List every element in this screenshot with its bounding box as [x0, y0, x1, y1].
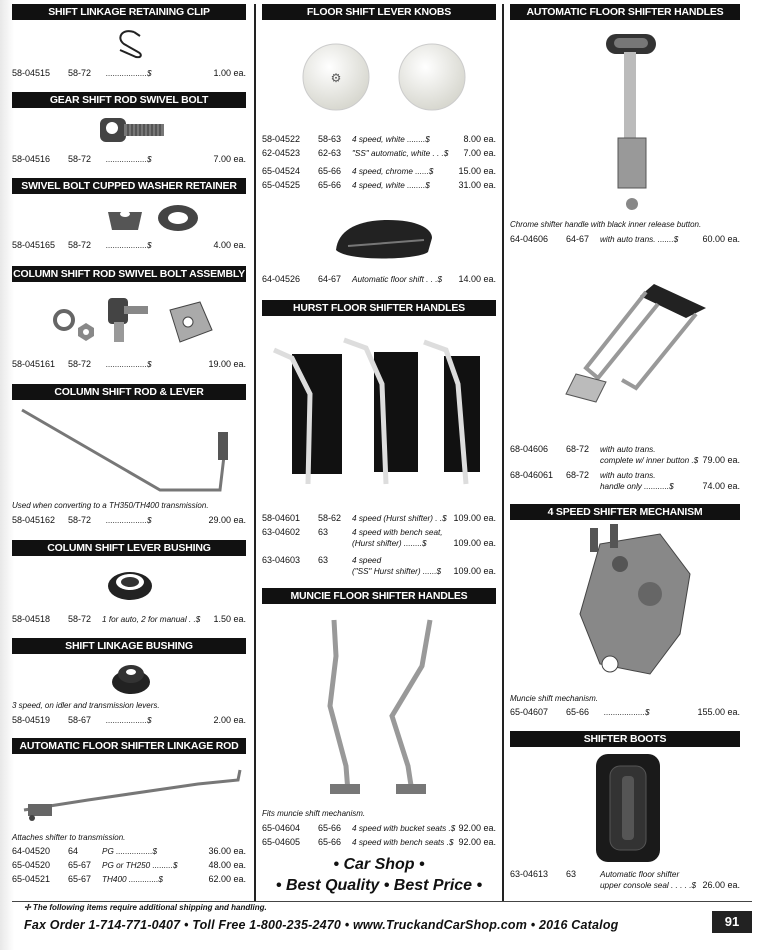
lever-bushing-image — [106, 564, 154, 602]
page-number: 91 — [712, 911, 752, 933]
section-note: 3 speed, on idler and transmission levers. — [12, 701, 160, 710]
contact-line: Fax Order 1-714-771-0407 • Toll Free 1-800-235-2470 • www.TruckandCarShop.com • 2016 Catalog — [24, 918, 619, 932]
section-header: MUNCIE FLOOR SHIFTER HANDLES — [262, 588, 496, 604]
section-header: GEAR SHIFT ROD SWIVEL BOLT — [12, 92, 246, 108]
section-header: 4 SPEED SHIFTER MECHANISM — [510, 504, 740, 520]
swivel-bolt-image — [98, 112, 168, 150]
shifter-mechanism-image — [570, 524, 700, 684]
section-header: SHIFTER BOOTS — [510, 731, 740, 747]
promo-line-1: • Car Shop • — [333, 856, 425, 873]
section-header: SWIVEL BOLT CUPPED WASHER RETAINER — [12, 178, 246, 194]
section-header: SHIFT LINKAGE BUSHING — [12, 638, 246, 654]
shift-rod-lever-image — [20, 406, 240, 498]
column-left: SHIFT LINKAGE RETAINING CLIP 58-04515 58-72 ..................$ 1.00 ea. GEAR SHIFT ROD SWIVEL BOLT 58-04516 58-72 ..................$ 7.00 ea. SWIVEL BOLT CUPPED WASHER RETAINER 58-045165 58-72 ..................$ 4.00 ea. COLUMN SHIFT ROD SWIVEL BOLT ASSEMBLY 58-045161 58-72 ..................$ 19.00 ea. COLUMN SHIFT ROD & LEVER Used when converting to a TH350/TH400 transmission. 58-045162 58-72 ..................$ 29.00 ea. COLUMN SHIFT LEVER BUSHING 58-04518 58-72 1 for auto, 2 for manual . .$ 1.50 ea. SHIFT LINKAGE BUSHING 3 speed, on idler and transmission levers. 58-04519 58-67 ..................$ 2.00 ea. AUTOMATIC FLOOR SHIFTER LINKAGE ROD Attaches shifter to transmission. 64-04520 64 PG ................$ 36.00 ea. 65-04520 65-67 PG or TH250 .........$ 48.00 ea. 65-04521 65-67 TH400 .............$ 62.00 ea. — [12, 6, 246, 884]
retaining-clip-image — [112, 26, 148, 60]
shipping-note: ✢ The following items require additional shipping and handling. — [24, 903, 267, 912]
section-note: Used when converting to a TH350/TH400 transmission. — [12, 501, 209, 510]
section-note: Fits muncie shift mechanism. — [262, 809, 366, 818]
svg-text:⚙: ⚙ — [330, 71, 342, 85]
auto-shifter-handle-image — [590, 28, 670, 214]
section-note: Muncie shift mechanism. — [510, 694, 599, 703]
section-header: SHIFT LINKAGE RETAINING CLIP — [12, 4, 246, 20]
column-right: AUTOMATIC FLOOR SHIFTER HANDLES Chrome shifter handle with black inner release button. 64-04606 64-67 with auto trans. .......$ 60.00 ea. 68-04606 68-72 with auto trans. complete w/ inner button .$ 79.00 ea. 68-046061 68-72 with auto trans. handle only ...........$ 74.00 ea. 4 SPEED SHIFTER MECHANISM Muncie shift mechanism. 65-04607 65-66 ..................$ 155.00 ea. SHIFTER BOOTS 63-04613 63 Automatic floor shifter upper console seal . . . . .$ 26.00 ea. — [510, 6, 740, 890]
section-header: COLUMN SHIFT ROD & LEVER — [12, 384, 246, 400]
section-header: COLUMN SHIFT LEVER BUSHING — [12, 540, 246, 556]
linkage-rod-image — [18, 766, 244, 828]
muncie-handles-image — [312, 616, 452, 802]
linkage-bushing-image — [110, 660, 152, 696]
column-divider — [502, 4, 504, 902]
section-header: AUTOMATIC FLOOR SHIFTER LINKAGE ROD — [12, 738, 246, 754]
section-header: FLOOR SHIFT LEVER KNOBS — [262, 4, 496, 20]
auto-floor-knob-image — [328, 210, 438, 264]
section-header: HURST FLOOR SHIFTER HANDLES — [262, 300, 496, 316]
column-middle: FLOOR SHIFT LEVER KNOBS ⚙ 58-04522 58-63 4 speed, white ........$ 8.00 ea. 62-04523 62-63 "SS" automatic, white . . .$ 7.00 ea. 65-04524 65-66 4 speed, chrome ......$ 15.00 ea. 65-04525 65-66 4 speed, white ........$ 31.00 ea. 64-04526 64-67 Automatic floor shift . . .$ 14.00 ea. HURST FLOOR SHIFTER HANDLES 58-04601 58-62 4 speed (Hurst shifter) . .$ 109.00 ea. 63-04602 63 4 speed with bench seat, (Hurst shifter) ........$ 109.00 ea. 63-04603 63 4 speed ("SS" Hurst shifter) ......$ 109.00 ea. MUNCIE FLOOR SHIFTER HANDLES Fits muncie shift mechanism. 65-04604 65-66 4 speed with bucket seats .$ 92.00 ea. 65-04605 65-66 4 speed with bench seats .$ 92.00 ea. — [262, 6, 496, 847]
auto-shifter-frame-image — [546, 278, 716, 408]
section-note: Attaches shifter to transmission. — [12, 833, 126, 842]
section-header: COLUMN SHIFT ROD SWIVEL BOLT ASSEMBLY — [13, 268, 245, 280]
cupped-washer-image — [104, 202, 208, 234]
column-divider — [254, 4, 256, 902]
footer-divider — [12, 901, 752, 902]
promo-line-2: • Best Quality • Best Price • — [275, 877, 483, 894]
hurst-handles-image — [270, 334, 492, 496]
section-note: Chrome shifter handle with black inner release button. — [510, 220, 702, 229]
section-header: AUTOMATIC FLOOR SHIFTER HANDLES — [510, 4, 740, 20]
swivel-bolt-assembly-image — [50, 288, 220, 348]
shifter-boot-image — [594, 752, 662, 864]
shift-knobs-image — [302, 40, 472, 114]
